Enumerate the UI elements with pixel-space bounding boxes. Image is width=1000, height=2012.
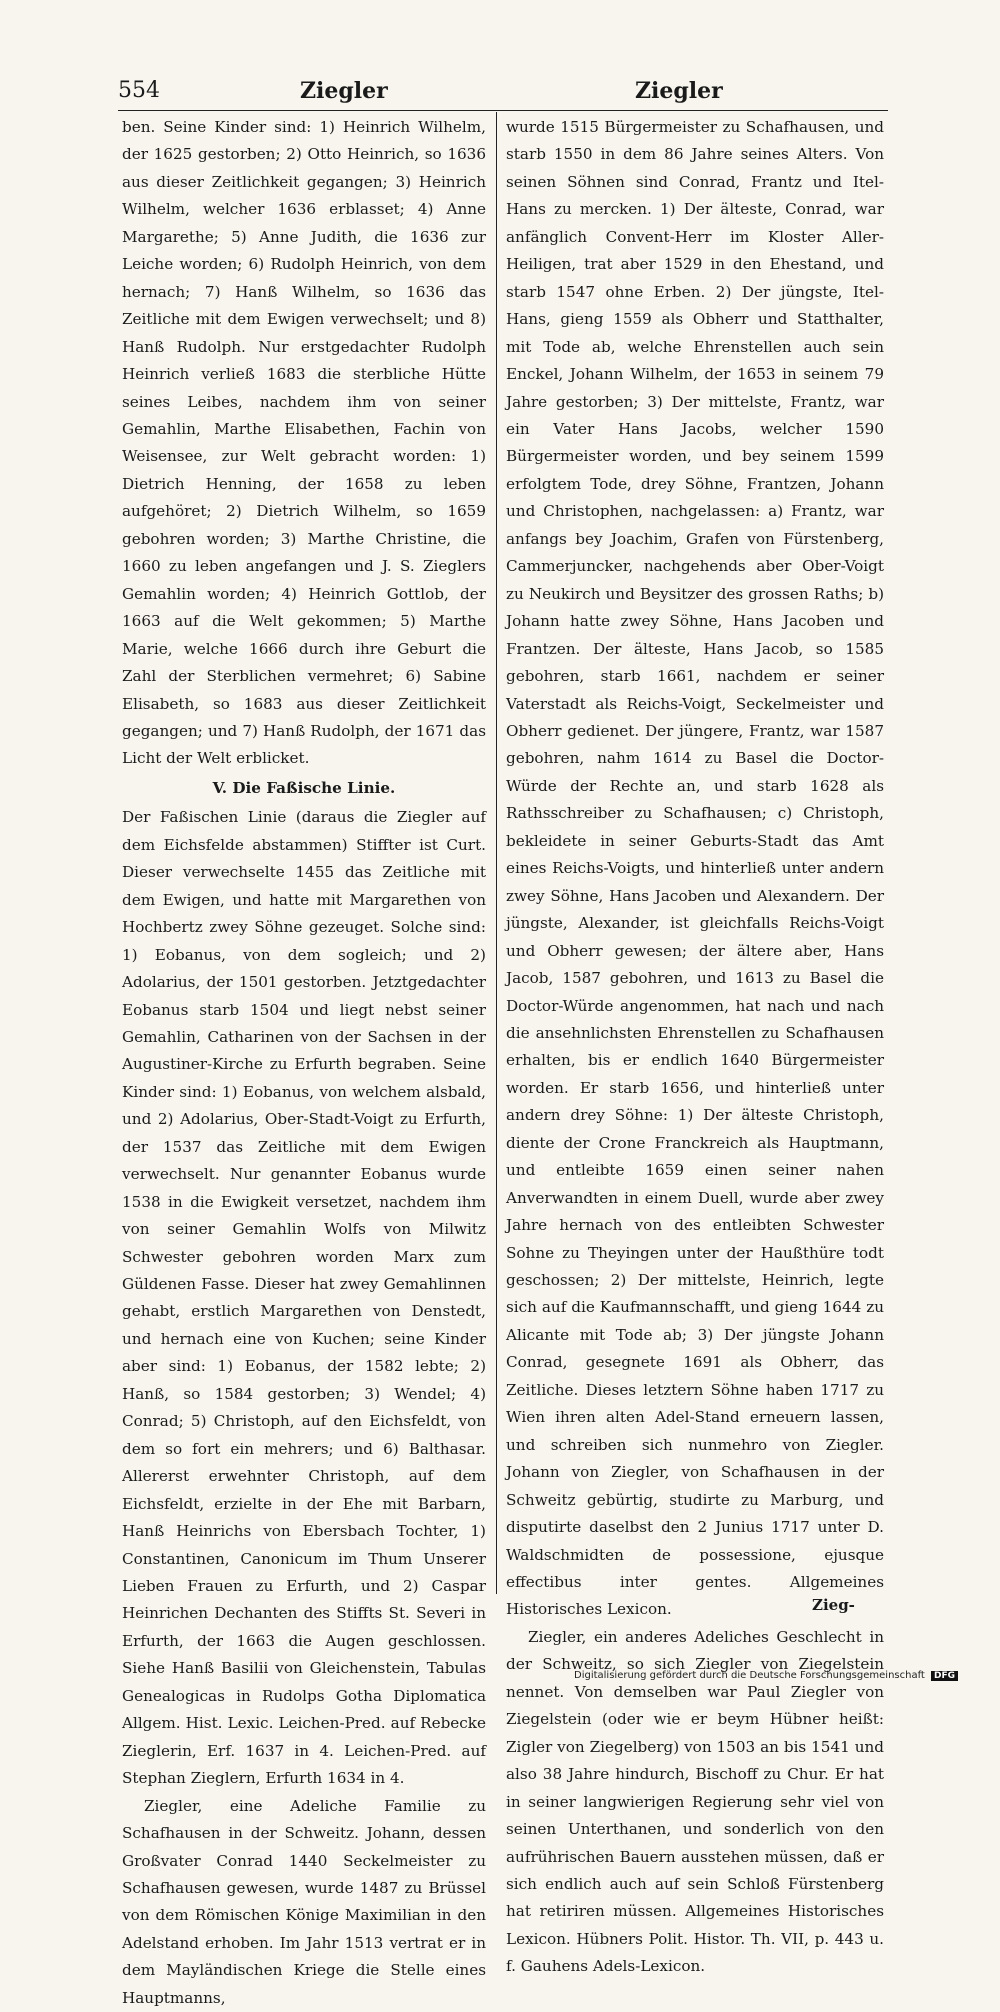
running-head-right: Ziegler	[635, 78, 723, 104]
paragraph-fassische-linie: Der Faßischen Linie (daraus die Ziegler auf dem Eichsfelde abstammen) Stiffter ist Curt. Dieser verwechselte 1455 das Zeitliche mit dem Ewigen, und hatte mit Margarethen von Hochbertz zwey Söhne gezeuget. Solche sind: 1) Eobanus, von dem sogleich; und 2) Adolarius, der 1501 gestorben. Jetztgedachter Eobanus starb 1504 und liegt nebst seiner Gemahlin, Catharinen von der Sachsen in der Augustiner-Kirche zu Erfurth begraben. Seine Kinder sind: 1) Eobanus, von welchem alsbald, und 2) Adolarius, Ober-Stadt-Voigt zu Erfurth, der 1537 das Zeitliche mit dem Ewigen verwechselt. Nur genannter Eobanus wurde 1538 in die Ewigkeit versetzet, nachdem ihm von seiner Gemahlin Wolfs von Milwitz Schwester gebohren worden Marx zum Güldenen Fasse. Dieser hat zwey Gemahlinnen gehabt, erstlich Margarethen von Denstedt, und hernach eine von Kuchen; seine Kinder aber sind: 1) Eobanus, der 1582 lebte; 2) Hanß, so 1584 gestorben; 3) Wendel; 4) Conrad; 5) Christoph, auf den Eichsfeldt, von dem so fort ein mehrers; und 6) Balthasar. Allererst erwehnter Christoph, auf dem Eichsfeldt, erzielte in der Ehe mit Barbarn, Hanß Heinrichs von Ebersbach Tochter, 1) Constantinen, Canonicum im Thum Unserer Lieben Frauen zu Erfurth, und 2) Caspar Heinrichen Dechanten des Stiffts St. Severi in Erfurth, der 1663 die Augen geschlossen. Siehe Hanß Basilii von Gleichenstein, Tabulas Genealogicas in Rudolps Gotha Diplomatica Allgem. Hist. Lexic. Leichen-Pred. auf Rebecke Zieglerin, Erf. 1637 in 4. Leichen-Pred. auf Stephan Zieglern, Erfurth 1634 in 4.	[122, 808, 486, 1788]
paragraph-ziegler-schafhausen: Ziegler, eine Adeliche Familie zu Schafhausen in der Schweitz. Johann, dessen Großvater Conrad 1440 Seckelmeister zu Schafhausen gewesen, wurde 1487 zu Brüssel von dem Römischen Könige Maximilian in den Adelstand erhoben. Im Jahr 1513 vertrat er in dem Mayländischen Kriege die Stelle eines Hauptmanns,	[122, 1796, 486, 2007]
header-rule	[118, 110, 888, 111]
right-column	[506, 114, 884, 1981]
footer-text: Digitalisierung gefördert durch die Deutsche Forschungsgemeinschaft	[574, 1670, 925, 1681]
digitization-footer	[574, 1670, 958, 1681]
dfg-logo: DFG	[931, 1671, 958, 1681]
column-divider	[496, 112, 497, 1594]
page-number: 554	[118, 78, 160, 103]
paragraph-rudolph-heinrich: ben. Seine Kinder sind: 1) Heinrich Wilhelm, der 1625 gestorben; 2) Otto Heinrich, so 1636 aus dieser Zeitlichkeit gegangen; 3) Heinrich Wilhelm, welcher 1636 erblasset; 4) Anne Margarethe; 5) Anne Judith, die 1636 zur Leiche worden; 6) Rudolph Heinrich, von dem hernach; 7) Hanß Wilhelm, so 1636 das Zeitliche mit dem Ewigen verwechselt; und 8) Hanß Rudolph. Nur erstgedachter Rudolph Heinrich verließ 1683 die sterbliche Hütte seines Leibes, nachdem ihm von seiner Gemahlin, Marthe Elisabethen, Fachin von Weisensee, zur Welt gebracht worden: 1) Dietrich Henning, der 1658 zu leben aufgehöret; 2) Dietrich Wilhelm, so 1659 gebohren worden; 3) Marthe Christine, die 1660 zu leben angefangen und J. S. Zieglers Gemahlin worden; 4) Heinrich Gottlob, der 1663 auf die Welt gekommen; 5) Marthe Marie, welche 1666 durch ihre Geburt die Zahl der Sterblichen vermehret; 6) Sabine Elisabeth, so 1683 aus dieser Zeitlichkeit gegangen; und 7) Hanß Rudolph, der 1671 das Licht der Welt erblicket.	[122, 118, 486, 768]
catchword: Zieg-	[812, 1596, 855, 1614]
paragraph-schafhausen-continued: wurde 1515 Bürgermeister zu Schafhausen, und starb 1550 in dem 86 Jahre seines Alters. Von seinen Söhnen sind Conrad, Frantz und Itel-Hans zu mercken. 1) Der älteste, Conrad, war anfänglich Convent-Herr im Kloster Aller-Heiligen, trat aber 1529 in den Ehestand, und starb 1547 ohne Erben. 2) Der jüngste, Itel-Hans, gieng 1559 als Obherr und Statthalter, mit Tode ab, welche Ehrenstellen auch sein Enckel, Johann Wilhelm, der 1653 in seinem 79 Jahre gestorben; 3) Der mittelste, Frantz, war ein Vater Hans Jacobs, welcher 1590 Bürgermeister worden, und bey seinem 1599 erfolgtem Tode, drey Söhne, Frantzen, Johann und Christophen, nachgelassen: a) Frantz, war anfangs bey Joachim, Grafen von Fürstenberg, Cammerjuncker, nachgehends aber Ober-Voigt zu Neukirch und Beysitzer des grossen Raths; b) Johann hatte zwey Söhne, Hans Jacoben und Frantzen. Der älteste, Hans Jacob, so 1585 gebohren, starb 1661, nachdem er seiner Vaterstadt als Reichs-Voigt, Seckelmeister und Obherr gedienet. Der jüngere, Frantz, war 1587 gebohren, nahm 1614 zu Basel die Doctor-Würde der Rechte an, und starb 1628 als Rathsschreiber zu Schafhausen; c) Christoph, bekleidete in seiner Geburts-Stadt das Amt eines Reichs-Voigts, und hinterließ unter andern zwey Söhne, Hans Jacoben und Alexandern. Der jüngste, Alexander, ist gleichfalls Reichs-Voigt und Obherr gewesen; der ältere aber, Hans Jacob, 1587 gebohren, und 1613 zu Basel die Doctor-Würde angenommen, hat nach und nach die ansehnlichsten Ehrenstellen zu Schafhausen erhalten, bis er endlich 1640 Bürgermeister worden. Er starb 1656, und hinterließ unter andern drey Söhne: 1) Der älteste Christoph, diente der Crone Franckreich als Hauptmann, und entleibte 1659 einen seiner nahen Anverwandten in einem Duell, wurde aber zwey Jahre hernach von des entleibten Schwester Sohne zu Theyingen unter der Haußthüre todt geschossen; 2) Der mittelste, Heinrich, legte sich auf die Kaufmannschafft, und gieng 1644 zu Alicante mit Tode ab; 3) Der jüngste Johann Conrad, gesegnete 1691 als Obherr, das Zeitliche. Dieses letztern Söhne haben 1717 zu Wien ihren alten Adel-Stand erneuern lassen, und schreiben sich nunmehro von Ziegler. Johann von Ziegler, von Schafhausen in der Schweitz gebürtig, studirte zu Marburg, und disputirte daselbst den 2 Junius 1717 unter D. Waldschmidten de possessione, ejusque effectibus inter gentes. Allgemeines Historisches Lexicon.	[506, 118, 884, 1619]
running-head-left: Ziegler	[300, 78, 388, 104]
paragraph-ziegler-ziegelstein: Ziegler, ein anderes Adeliches Geschlecht in der Schweitz, so sich Ziegler von Ziegelstein nennet. Von demselben war Paul Ziegler von Ziegelstein (oder wie er beym Hübner heißt: Zigler von Ziegelberg) von 1503 an bis 1541 und also 38 Jahre hindurch, Bischoff zu Chur. Er hat in seiner langwierigen Regierung sehr viel von seinen Unterthanen, und sonderlich von den aufrührischen Bauern ausstehen müssen, daß er sich endlich auch auf sein Schloß Fürstenberg hat retiriren müssen. Allgemeines Historisches Lexicon. Hübners Polit. Histor. Th. VII, p. 443 u. f. Gauhens Adels-Lexicon.	[506, 1627, 884, 1976]
left-column	[122, 114, 486, 2012]
section-heading: V. Die Faßische Linie.	[212, 778, 396, 797]
